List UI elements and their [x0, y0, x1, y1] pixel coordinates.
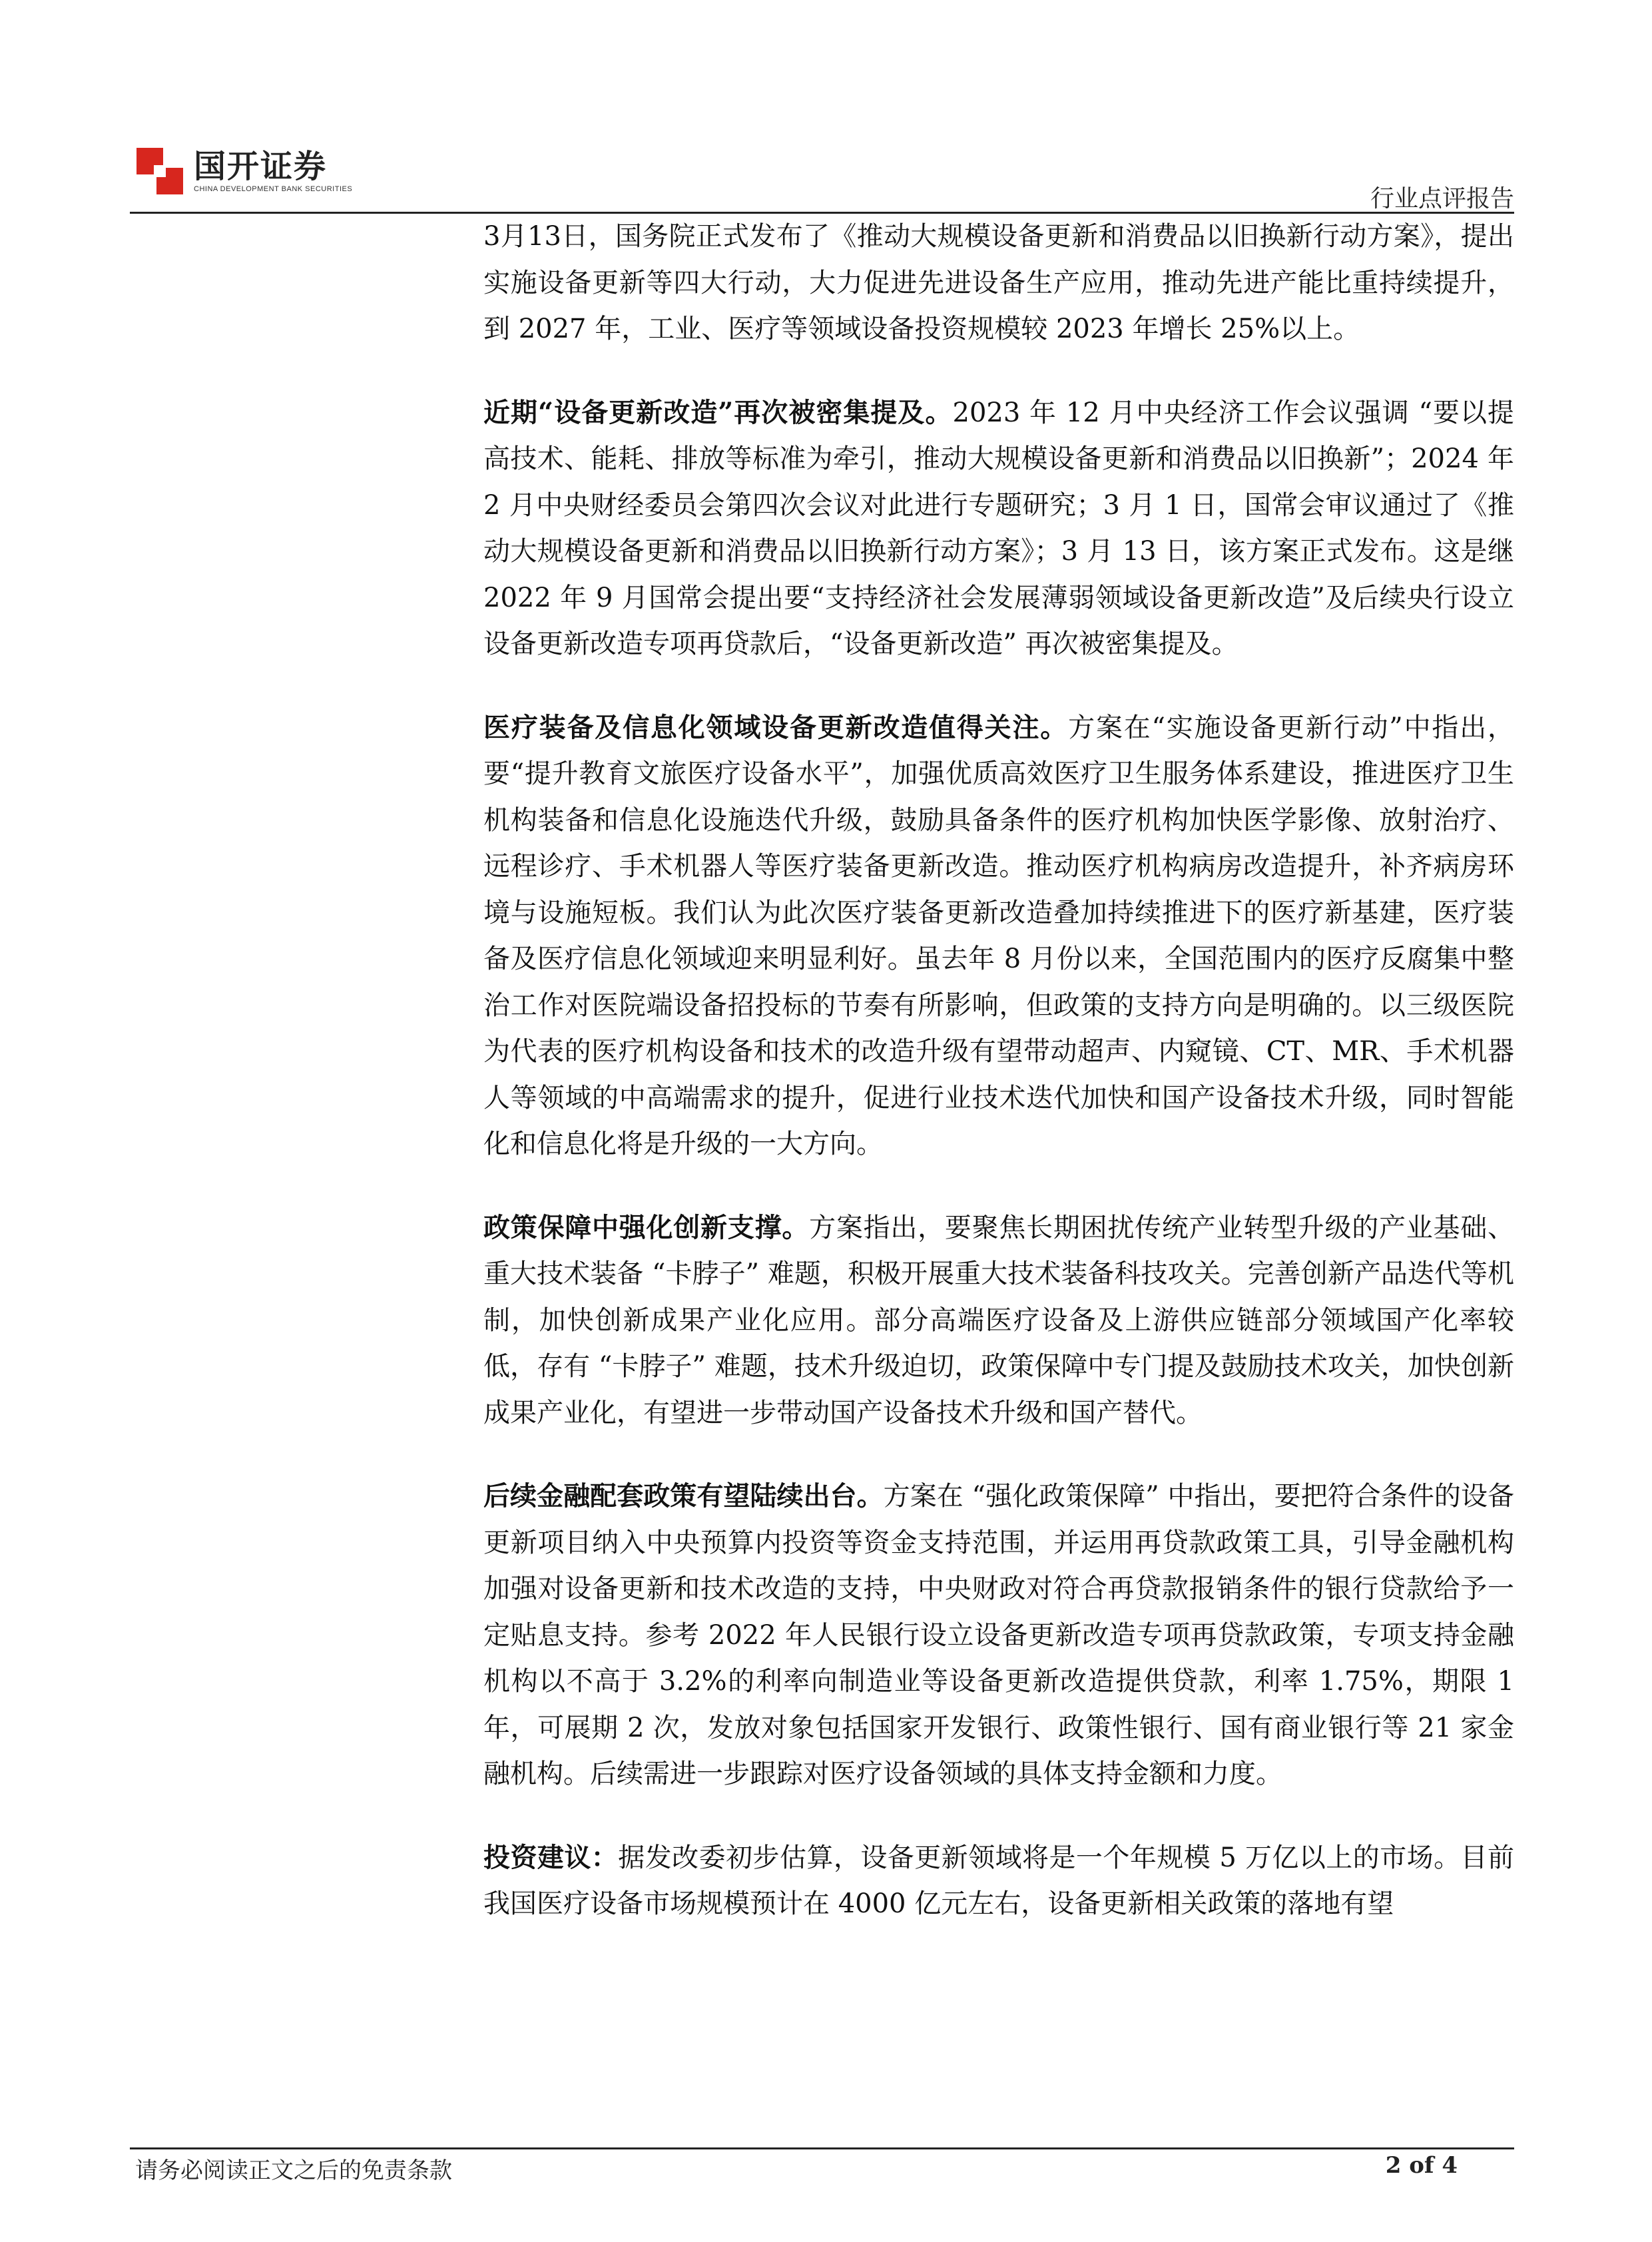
paragraph-4	[483, 1205, 1514, 1437]
company-logo	[137, 148, 352, 194]
paragraph-6	[483, 1834, 1514, 1928]
footer-divider	[130, 2147, 1514, 2149]
paragraph-2	[483, 390, 1514, 668]
report-type-label: 行业点评报告	[1370, 185, 1514, 212]
paragraph-text: 方案在 “强化政策保障” 中指出，要把符合条件的设备更新项目纳入中央预算内投资等资金支持范围，并运用再贷款政策工具，引导金融机构加强对设备更新和技术改造的支持，中央财政对符合再贷款报销条件的银行贷款给予一定贴息支持。参考 2022 年人民银行设立设备更新改造专项再贷款政策，专项支持金融机构以不高于 3.2%的利率向制造业等设备更新改造提供贷款，利率 1.75%，期限 1 年，可展期 2 次，发放对象包括国家开发银行、政策性银行、国有商业银行等 21 家金融机构。后续需进一步跟踪对医疗设备领域的具体支持金额和力度。	[483, 1481, 1515, 1789]
paragraph-text: 方案指出，要聚焦长期困扰传统产业转型升级的产业基础、重大技术装备 “卡脖子” 难题，积极开展重大技术装备科技攻关。完善创新产品迭代等机制，加快创新成果产业化应用。部分高端医疗设备及上游供应链部分领域国产化率较低，存有 “卡脖子” 难题，技术升级迫切，政策保障中专门提及鼓励技术攻关，加快创新成果产业化，有望进一步带动国产设备技术升级和国产替代。	[483, 1212, 1515, 1428]
paragraph-lead: 投资建议：	[483, 1841, 619, 1873]
paragraph-lead: 后续金融配套政策有望陆续出台。	[483, 1480, 884, 1512]
paragraph-text: 方案在“实施设备更新行动”中指出，要“提升教育文旅医疗设备水平”，加强优质高效医疗卫生服务体系建设，推进医疗卫生机构装备和信息化设施迭代升级，鼓励具备条件的医疗机构加快医学影像、放射治疗、远程诊疗、手术机器人等医疗装备更新改造。推动医疗机构病房改造提升，补齐病房环境与设施短板。我们认为此次医疗装备更新改造叠加持续推进下的医疗新基建，医疗装备及医疗信息化领域迎来明显利好。虽去年 8 月份以来，全国范围内的医疗反腐集中整治工作对医院端设备招投标的节奏有所影响，但政策的支持方向是明确的。以三级医院为代表的医疗机构设备和技术的改造升级有望带动超声、内窥镜、CT、MR、手术机器人等领域的中高端需求的提升，促进行业技术迭代加快和国产设备技术升级，同时智能化和信息化将是升级的一大方向。	[483, 712, 1515, 1159]
paragraph-text: 据发改委初步估算，设备更新领域将是一个年规模 5 万亿以上的市场。目前我国医疗设备市场规模预计在 4000 亿元左右，设备更新相关政策的落地有望	[483, 1842, 1515, 1919]
paragraph-5	[483, 1473, 1514, 1798]
paragraph-text: 3月13日，国务院正式发布了《推动大规模设备更新和消费品以旧换新行动方案》，提出实施设备更新等四大行动，大力促进先进设备生产应用，推动先进产能比重持续提升，到 2027 年，工业、医疗等领域设备投资规模较 2023 年增长 25%以上。	[483, 221, 1514, 344]
paragraph-3	[483, 704, 1514, 1168]
disclaimer-note: 请务必阅读正文之后的免责条款	[135, 2157, 452, 2184]
paragraph-1	[483, 213, 1514, 353]
logo-chinese-name: 国开证券	[194, 148, 328, 185]
logo-english-name: CHINA DEVELOPMENT BANK SECURITIES	[194, 185, 353, 193]
logo-mark-icon	[137, 148, 183, 194]
paragraph-lead: 政策保障中强化创新支撑。	[483, 1211, 810, 1243]
logo-text	[194, 149, 352, 193]
paragraph-lead: 医疗装备及信息化领域设备更新改造值得关注。	[483, 711, 1069, 743]
page-number: 2 of 4	[1385, 2152, 1458, 2179]
paragraph-lead: 近期“设备更新改造”再次被密集提及。	[483, 396, 953, 428]
report-body	[483, 213, 1514, 1964]
paragraph-text: 2023 年 12 月中央经济工作会议强调 “要以提高技术、能耗、排放等标准为牵引，推动大规模设备更新和消费品以旧换新”；2024 年 2 月中央财经委员会第四次会议对此进行专题研究；3 月 1 日，国常会审议通过了《推动大规模设备更新和消费品以旧换新行动方案》；3 月 13 日，该方案正式发布。这是继 2022 年 9 月国常会提出要“支持经济社会发展薄弱领域设备更新改造”及后续央行设立设备更新改造专项再贷款后，“设备更新改造” 再次被密集提及。	[483, 397, 1515, 659]
